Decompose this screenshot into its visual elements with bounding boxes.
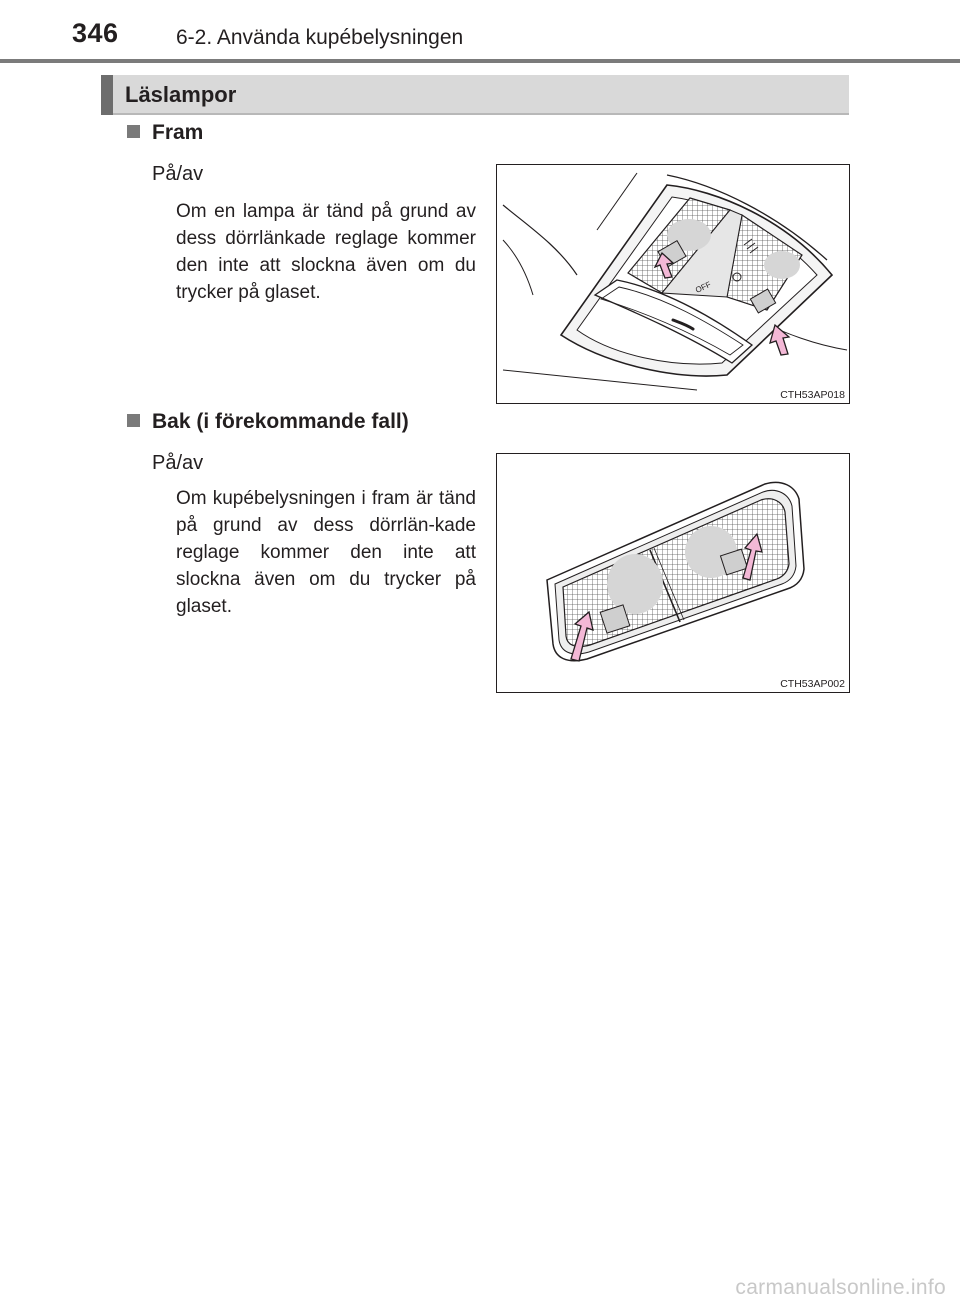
figure-rear-reading-lamp (496, 453, 850, 693)
section-header-accent (101, 75, 113, 115)
section-title: Läslampor (125, 82, 237, 107)
switch-off-label: OFF (694, 279, 713, 295)
square-bullet-icon (127, 414, 140, 427)
rear-reading-lamp-illustration (497, 454, 849, 692)
subheading-rear (127, 410, 409, 434)
subheading-rear-text: Bak (i förekommande fall) (152, 410, 409, 433)
figure-front-reading-lamp (496, 164, 850, 404)
watermark: carmanualsonline.info (735, 1276, 946, 1299)
subheading-front (127, 121, 203, 145)
figure-code-front: CTH53AP018 (780, 389, 845, 401)
figure-code-rear: CTH53AP002 (780, 678, 845, 690)
chapter-title: 6-2. Använda kupébelysningen (176, 26, 464, 49)
header-divider (0, 59, 960, 63)
square-bullet-icon (127, 125, 140, 138)
paragraph-rear: Om kupébelysningen i fram är tänd på grund av dess dörrlän-kade reglage kommer den inte att slockna även om du trycker på glaset. (176, 488, 476, 617)
page-number: 346 (72, 18, 119, 48)
section-header (101, 75, 849, 115)
subheading-front-text: Fram (152, 121, 204, 144)
front-overhead-console-illustration (497, 165, 849, 403)
label-on-off-front: På/av (152, 163, 204, 185)
paragraph-front: Om en lampa är tänd på grund av dess dörrlänkade reglage kommer den inte att slockna även om du trycker på glaset. (176, 201, 476, 303)
label-on-off-rear: På/av (152, 452, 204, 474)
